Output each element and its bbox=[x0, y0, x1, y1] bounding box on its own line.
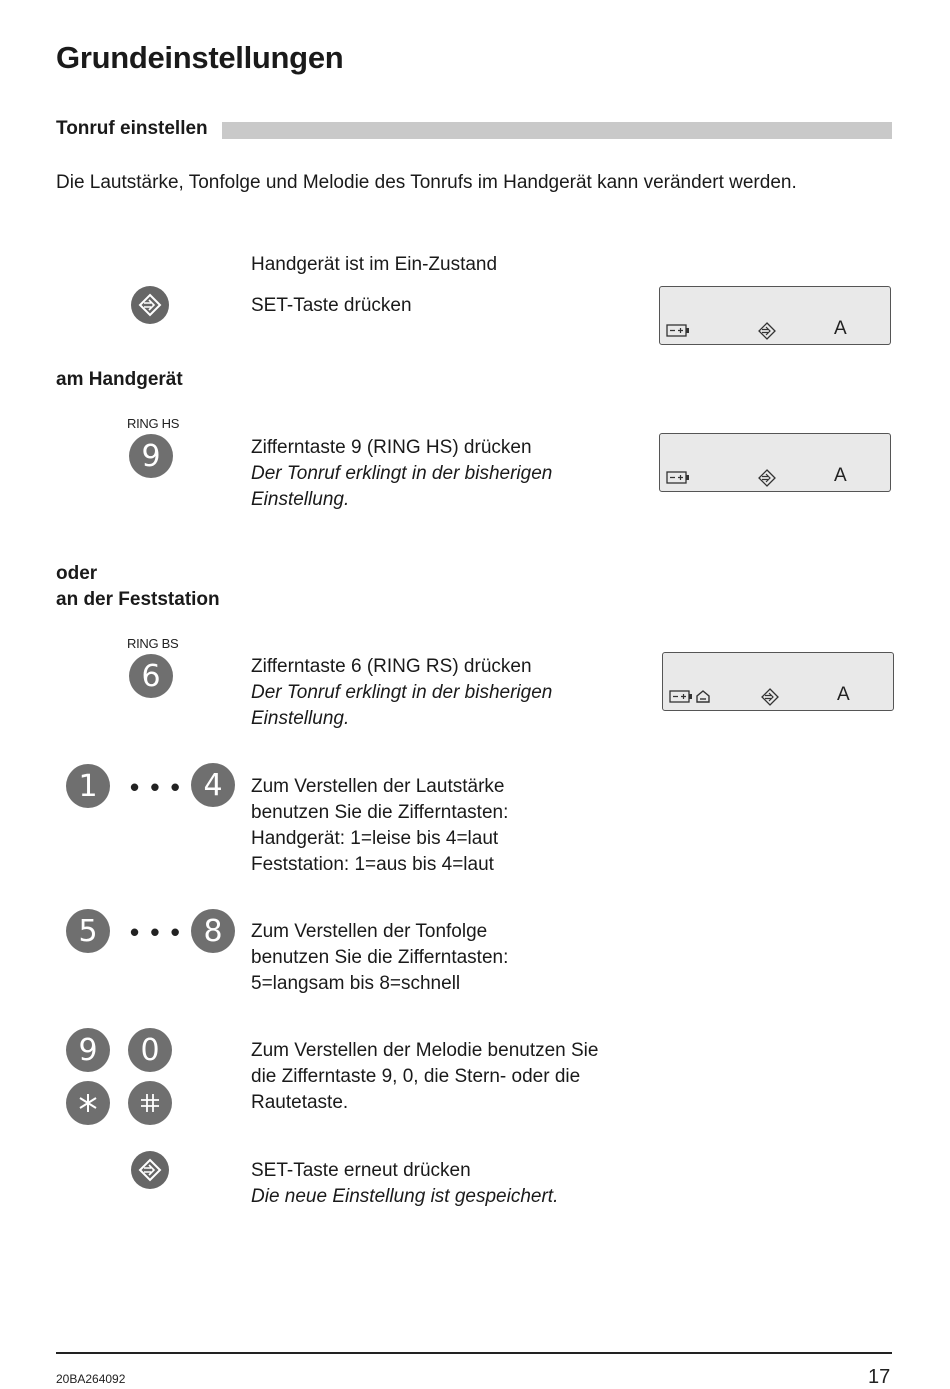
battery-icon bbox=[669, 690, 693, 703]
step-melody-line1: Zum Verstellen der Melodie benutzen Sie bbox=[251, 1040, 599, 1061]
step-bs-line3: Einstellung. bbox=[251, 708, 350, 729]
step-bs-line2: Der Tonruf erklingt in der bisherigen bbox=[251, 682, 553, 703]
key-4-icon: 4 bbox=[191, 763, 235, 807]
step-melody-line3: Rautetaste. bbox=[251, 1092, 349, 1113]
lcd-letter: A bbox=[837, 684, 850, 705]
step-volume-text bbox=[251, 774, 508, 878]
set-key-icon bbox=[131, 1151, 169, 1189]
lcd-letter: A bbox=[834, 465, 847, 486]
step-hs-line1: Zifferntaste 9 (RING HS) drücken bbox=[251, 437, 532, 458]
step-set-text: SET-Taste drücken bbox=[251, 295, 412, 316]
page-number: 17 bbox=[868, 1366, 891, 1388]
star-key-icon bbox=[66, 1081, 110, 1125]
page-title: Grundeinstellungen bbox=[56, 40, 344, 75]
key-0-icon: 0 bbox=[128, 1028, 172, 1072]
lcd-display-3 bbox=[662, 652, 894, 711]
or-heading: oder bbox=[56, 563, 98, 584]
step-sequence-line1: Zum Verstellen der Tonfolge bbox=[251, 921, 488, 942]
set-icon bbox=[758, 322, 776, 340]
step-melody-text bbox=[251, 1038, 598, 1116]
key-8-icon: 8 bbox=[191, 909, 235, 953]
ring-hs-label: RING HS bbox=[127, 416, 180, 431]
lcd-display-2 bbox=[659, 433, 891, 492]
key-9-icon: 9 bbox=[66, 1028, 110, 1072]
ring-bs-label: RING BS bbox=[127, 636, 179, 651]
step-volume-line3: Handgerät: 1=leise bis 4=laut bbox=[251, 828, 499, 849]
step-hs-text bbox=[251, 435, 552, 513]
lcd-letter: A bbox=[834, 318, 847, 339]
step-sequence-line3: 5=langsam bis 8=schnell bbox=[251, 973, 461, 994]
step-sequence-text bbox=[251, 919, 508, 997]
base-station-icon bbox=[695, 689, 711, 704]
step-bs-line1: Zifferntaste 6 (RING RS) drücken bbox=[251, 656, 532, 677]
step-save-line1: SET-Taste erneut drücken bbox=[251, 1160, 471, 1181]
step-volume-line2: benutzen Sie die Zifferntasten: bbox=[251, 802, 509, 823]
step-volume-line4: Feststation: 1=aus bis 4=laut bbox=[251, 854, 494, 875]
step-save-text bbox=[251, 1158, 558, 1210]
key-1-icon: 1 bbox=[66, 764, 110, 808]
step-save-line2: Die neue Einstellung ist gespeichert. bbox=[251, 1186, 559, 1207]
step-bs-text bbox=[251, 654, 552, 732]
battery-icon bbox=[666, 471, 690, 484]
step-volume-line1: Zum Verstellen der Lautstärke bbox=[251, 776, 505, 797]
key-9-icon: 9 bbox=[129, 434, 173, 478]
set-icon bbox=[758, 469, 776, 487]
handset-heading: am Handgerät bbox=[56, 369, 183, 390]
set-icon bbox=[761, 688, 779, 706]
document-code: 20BA264092 bbox=[56, 1372, 126, 1386]
step-start-text: Handgerät ist im Ein-Zustand bbox=[251, 254, 498, 275]
step-hs-line3: Einstellung. bbox=[251, 489, 350, 510]
step-sequence-line2: benutzen Sie die Zifferntasten: bbox=[251, 947, 509, 968]
key-5-icon: 5 bbox=[66, 909, 110, 953]
step-melody-line2: die Zifferntaste 9, 0, die Stern- oder die bbox=[251, 1066, 581, 1087]
footer-rule bbox=[56, 1352, 892, 1354]
intro-text: Die Lautstärke, Tonfolge und Melodie des Tonrufs im Handgerät kann verändert werden. bbox=[56, 172, 797, 193]
section-rule bbox=[222, 122, 892, 139]
hash-key-icon bbox=[128, 1081, 172, 1125]
key-6-icon: 6 bbox=[129, 654, 173, 698]
battery-icon bbox=[666, 324, 690, 337]
set-key-icon bbox=[131, 286, 169, 324]
lcd-display-1 bbox=[659, 286, 891, 345]
section-heading: Tonruf einstellen bbox=[56, 118, 208, 139]
base-station-heading: an der Feststation bbox=[56, 589, 220, 610]
step-hs-line2: Der Tonruf erklingt in der bisherigen bbox=[251, 463, 553, 484]
range-dots: • • • bbox=[130, 917, 182, 947]
range-dots: • • • bbox=[130, 772, 182, 802]
